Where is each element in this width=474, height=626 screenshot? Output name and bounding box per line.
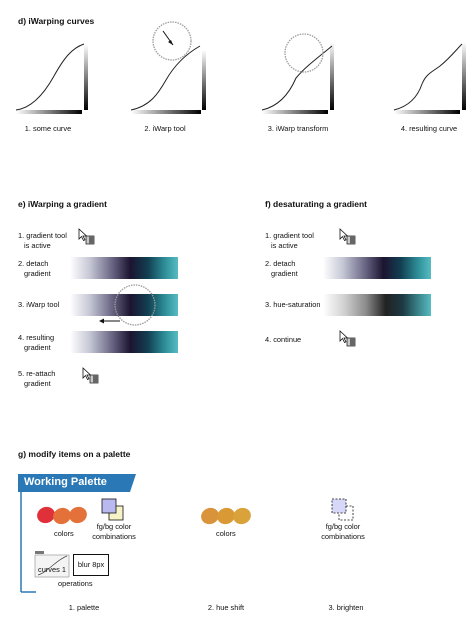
section-d-title: d) iWarping curves	[18, 16, 95, 26]
fgbg-label-3: fg/bg color combinations	[321, 522, 365, 541]
gradient-strip-f-desaturated[interactable]	[323, 294, 431, 316]
section-e-title: e) iWarping a gradient	[18, 199, 107, 209]
step-e-2: 2. detach gradient	[18, 259, 51, 278]
gradient-strip-e-detached[interactable]	[70, 257, 178, 279]
caption-d-1: 1. some curve	[24, 124, 72, 133]
colors-label-2: colors	[216, 529, 236, 538]
section-f-title: f) desaturating a gradient	[265, 199, 368, 209]
gradient-strip-e-result[interactable]	[70, 331, 178, 353]
step-f-3: 3. hue-saturation	[265, 300, 321, 309]
colors-label-1: colors	[54, 529, 74, 538]
step-f-2: 2. detach gradient	[265, 259, 298, 278]
caption-d-3: 3. iWarp transform	[267, 124, 329, 133]
color-blobs-palette-2[interactable]	[200, 504, 256, 528]
step-e-4: 4. resulting gradient	[18, 333, 55, 352]
arrow-icon	[168, 40, 173, 45]
caption-g-3: 3. brighten	[328, 603, 364, 612]
curve-panel-4	[394, 42, 466, 114]
caption-d-2: 2. iWarp tool	[144, 124, 186, 133]
blur-operation-box[interactable]: blur 8px	[73, 554, 109, 576]
caption-g-1: 1. palette	[68, 603, 100, 612]
curve-panel-1	[16, 44, 88, 114]
fg-bg-swatch-3[interactable]	[330, 497, 356, 523]
step-f-1: 1. gradient tool is active	[265, 231, 314, 250]
curve-panel-2	[131, 22, 206, 114]
palette-title: Working Palette	[24, 476, 107, 488]
gradient-tool-icon[interactable]	[82, 367, 100, 385]
step-e-5: 5. re-attach gradient	[18, 369, 56, 388]
step-f-4: 4. continue	[265, 335, 302, 344]
color-blobs-palette-1[interactable]	[36, 504, 92, 526]
step-e-3: 3. iWarp tool	[18, 300, 60, 309]
gradient-tool-icon[interactable]	[339, 228, 357, 246]
gradient-tool-icon[interactable]	[78, 228, 96, 246]
caption-g-2: 2. hue shift	[207, 603, 245, 612]
curves-label: curves 1	[38, 565, 66, 574]
curve-panel-3	[262, 34, 334, 114]
gradient-tool-icon[interactable]	[339, 330, 357, 348]
fgbg-label-1: fg/bg color combinations	[92, 522, 136, 541]
section-g-title: g) modify items on a palette	[18, 449, 131, 459]
left-arrow-icon	[99, 319, 104, 324]
step-e-1: 1. gradient tool is active	[18, 231, 67, 250]
operations-label: operations	[58, 579, 93, 588]
gradient-strip-f-detached[interactable]	[323, 257, 431, 279]
caption-d-4: 4. resulting curve	[400, 124, 458, 133]
fg-bg-swatch-1[interactable]	[100, 497, 126, 523]
